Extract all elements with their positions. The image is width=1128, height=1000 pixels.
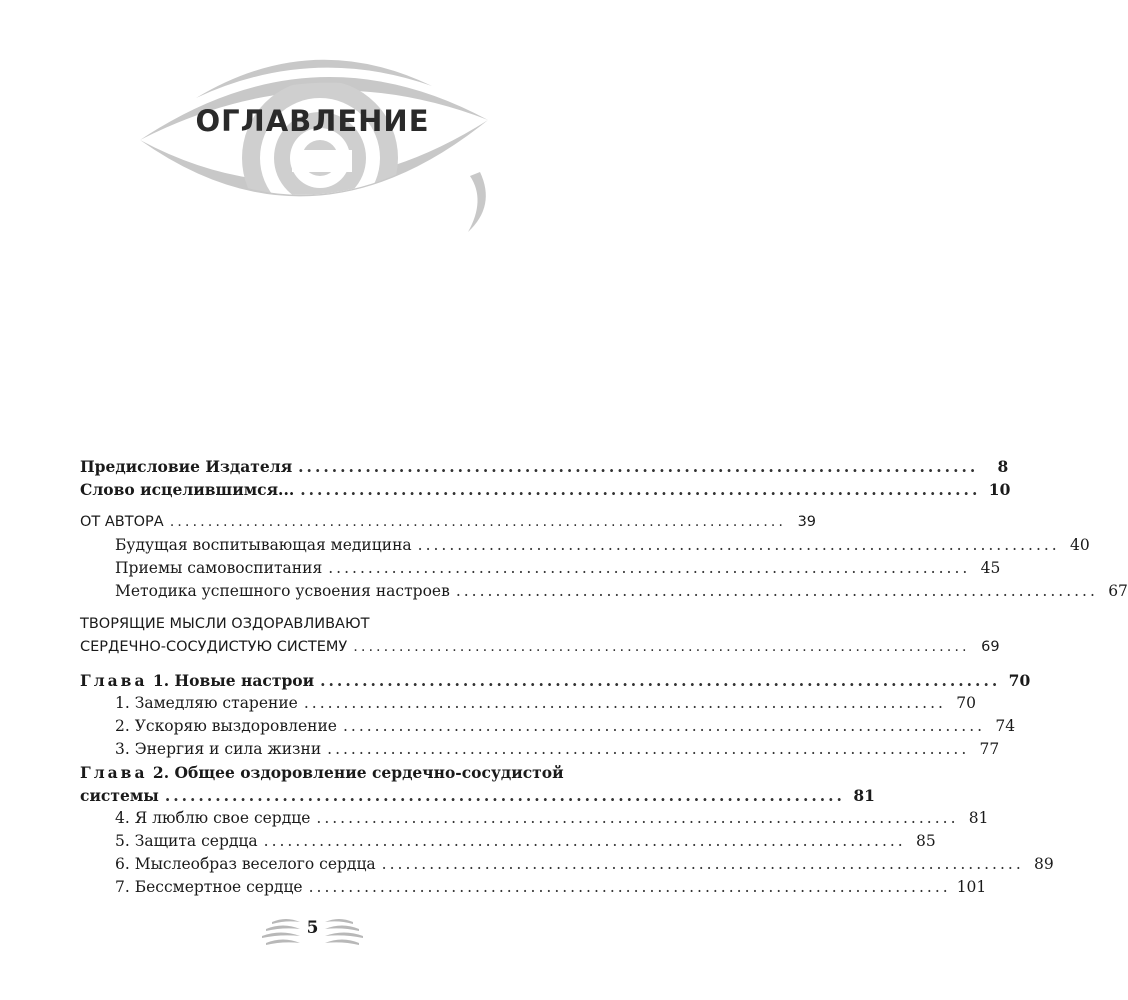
dot-leader: ................................................................................. (316, 809, 959, 827)
toc-entry-chapter-1[interactable] (80, 669, 1031, 692)
toc-entry-label: Приемы самовоспитания (115, 559, 323, 577)
toc-page-number: 70 (1008, 671, 1031, 690)
toc-entry-label: СЕРДЕЧНО-СОСУДИСТУЮ СИСТЕМУ (80, 639, 348, 655)
dot-leader: ................................................................................. (303, 694, 946, 712)
dot-leader: ................................................................................. (169, 514, 787, 530)
dot-leader: ................................................................................. (320, 671, 1001, 690)
toc-entry-preface[interactable] (80, 455, 1009, 478)
page-title: ОГЛАВЛЕНИЕ (195, 104, 430, 138)
toc-entry-label: 3. Энергия и сила жизни (115, 740, 322, 758)
toc-page-number: 81 (968, 809, 989, 827)
toc-page-number: 81 (853, 786, 875, 805)
toc-page-number: 77 (979, 740, 1000, 758)
dot-leader: ................................................................................. (327, 740, 970, 758)
toc-page-number: 8 (997, 457, 1009, 476)
toc-subentry[interactable] (80, 738, 1000, 761)
toc-subentry[interactable] (80, 853, 1054, 876)
toc-subentry[interactable] (80, 830, 936, 853)
toc-page-number: 101 (956, 878, 987, 896)
toc-entry-label: 1. Замедляю старение (115, 694, 298, 712)
toc-page-number: 10 (988, 480, 1011, 499)
dot-leader: ................................................................................. (164, 786, 845, 805)
eye-emblem-icon (0, 0, 625, 280)
toc-page-number: 74 (995, 717, 1016, 735)
toc-subentry[interactable] (80, 715, 1016, 738)
dot-leader: ................................................................................. (455, 582, 1098, 600)
toc-subentry[interactable] (80, 557, 1001, 580)
toc-subentry[interactable] (80, 692, 976, 715)
dot-leader: ................................................................................. (328, 559, 971, 577)
toc-entry-label: 7. Бессмертное сердце (115, 878, 303, 896)
toc-subentry[interactable] (80, 534, 1090, 557)
toc-entry-label: Будущая воспитывающая медицина (115, 536, 412, 554)
dot-leader: ................................................................................. (417, 536, 1060, 554)
toc-page-number: 45 (980, 559, 1001, 577)
toc-part-title-line[interactable]: ТВОРЯЩИЕ МЫСЛИ ОЗДОРАВЛИВАЮТ (80, 616, 370, 632)
dot-leader: ................................................................................. (263, 832, 906, 850)
table-of-contents (80, 455, 1128, 899)
toc-entry-label: Предисловие Издателя (80, 457, 293, 476)
dot-leader: ................................................................................. (381, 855, 1024, 873)
toc-entry-label: Методика успешного усвоения настроев (115, 582, 450, 600)
toc-entry-word-healed[interactable] (80, 478, 1011, 501)
toc-subentry[interactable] (80, 807, 989, 830)
toc-page-number: 85 (916, 832, 936, 850)
dot-leader: ................................................................................. (298, 457, 979, 476)
toc-entry-label: Слово исцелившимся... (80, 480, 295, 499)
toc-entry-label: Глава 1. Новые настрои (80, 671, 315, 690)
toc-entry-from-author[interactable] (80, 511, 817, 534)
toc-entry-label: 4. Я люблю свое сердце (115, 809, 311, 827)
toc-subentry[interactable] (80, 876, 987, 899)
toc-page-number: 69 (981, 639, 1000, 655)
toc-entry-chapter-2[interactable] (80, 784, 875, 807)
toc-page-number: 89 (1034, 855, 1054, 873)
dot-leader: ................................................................................. (308, 878, 951, 896)
toc-page-number: 39 (797, 514, 817, 530)
toc-subentry[interactable] (80, 580, 1128, 603)
toc-entry-label: системы (80, 786, 159, 805)
toc-entry-part[interactable] (80, 636, 1000, 659)
toc-entry-label: 5. Защита сердца (115, 832, 258, 850)
toc-entry-label: 6. Мыслеобраз веселого сердца (115, 855, 376, 873)
page-number: 5 (306, 918, 319, 938)
dot-leader: ................................................................................. (353, 639, 970, 655)
toc-page-number: 40 (1070, 536, 1090, 554)
toc-entry-label: ОТ АВТОРА (80, 514, 164, 530)
dot-leader: ................................................................................. (300, 480, 981, 499)
toc-page-number: 70 (956, 694, 976, 712)
toc-page-number: 67 (1108, 582, 1128, 600)
toc-chapter-2-title-line[interactable]: Глава 2. Общее оздоровление сердечно-сосудистой (80, 763, 564, 782)
toc-entry-label: 2. Ускоряю выздоровление (115, 717, 337, 735)
dot-leader: ................................................................................. (342, 717, 986, 735)
